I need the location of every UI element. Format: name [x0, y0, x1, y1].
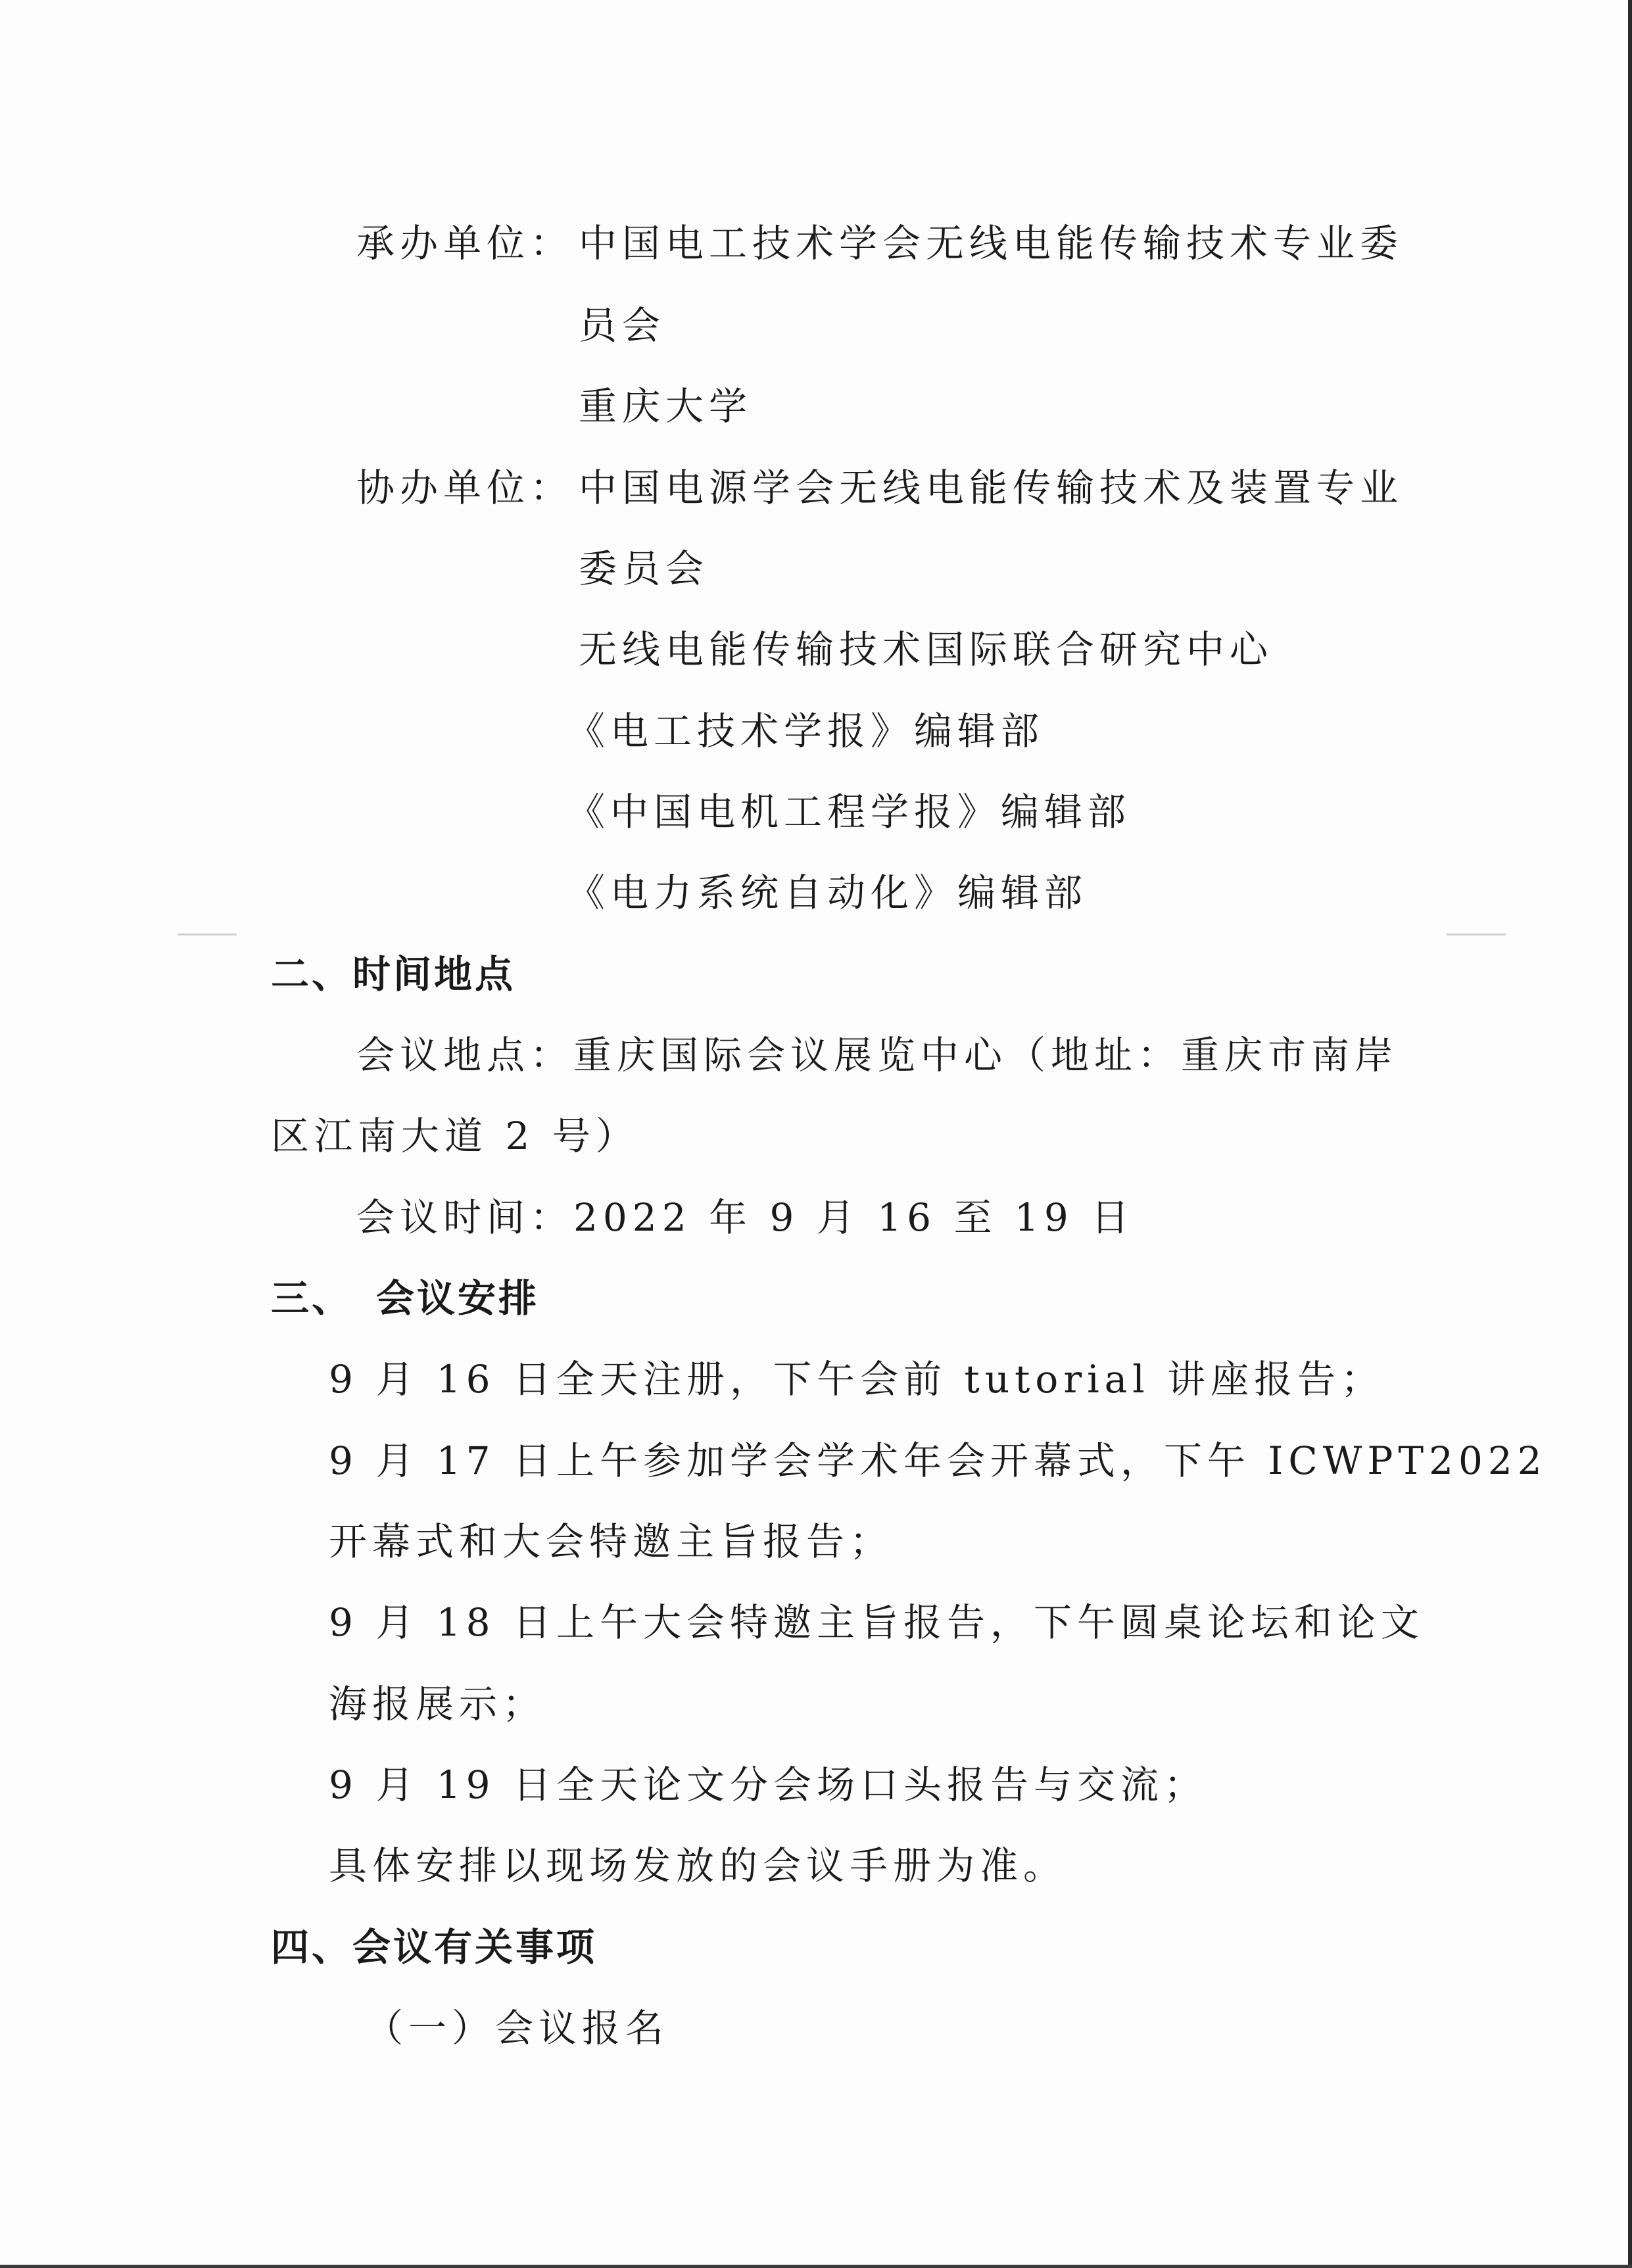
schedule-line-1: 9 月 16 日全天注册，下午会前 tutorial 讲座报告；: [329, 1357, 1385, 1402]
venue-line-2: 区江南大道 2 号）: [271, 1114, 639, 1158]
section-heading-arrangement: [271, 1272, 539, 1325]
subsection-registration: （一）会议报名: [365, 2006, 669, 2050]
scan-edge-right: [1628, 0, 1632, 2268]
host-line-3: 重庆大学: [579, 384, 753, 429]
co-line-5: 《中国电机工程学报》编辑部: [567, 790, 1132, 834]
co-label: 协办单位：: [356, 465, 574, 510]
schedule-line-6: 9 月 19 日全天论文分会场口头报告与交流；: [329, 1762, 1208, 1807]
section-heading-time-place: 二、时间地点: [271, 952, 516, 997]
time-line: 会议时间：2022 年 9 月 16 至 19 日: [356, 1195, 1135, 1240]
schedule-line-2: 9 月 17 日上午参加学会学术年会开幕式，下午 ICWPT2022: [329, 1438, 1547, 1483]
co-line-6: 《电力系统自动化》编辑部: [567, 870, 1088, 915]
co-line-2: 委员会: [579, 546, 709, 591]
schedule-line-3: 开幕式和大会特邀主旨报告；: [329, 1519, 894, 1564]
host-line-1: 中国电工技术学会无线电能传输技术专业委: [579, 221, 1404, 266]
venue-line-1: 会议地点：重庆国际会议展览中心（地址：重庆市南岸: [356, 1033, 1399, 1077]
schedule-line-4: 9 月 18 日上午大会特邀主旨报告，下午圆桌论坛和论文: [329, 1600, 1425, 1645]
scan-mark-left: [178, 933, 237, 935]
co-line-3: 无线电能传输技术国际联合研究中心: [579, 627, 1274, 672]
scan-mark-right: [1447, 933, 1506, 935]
host-line-2: 员会: [579, 303, 666, 348]
schedule-line-7: 具体安排以现场发放的会议手册为准。: [329, 1843, 1067, 1888]
section-heading-matters: 四、会议有关事项: [271, 1925, 598, 1970]
co-line-4: 《电工技术学报》编辑部: [567, 709, 1045, 753]
scan-edge-bottom: [0, 2265, 1632, 2268]
section-heading-arrangement-text: 会议安排: [376, 1276, 540, 1321]
host-label: 承办单位：: [356, 221, 574, 266]
schedule-line-5: 海报展示；: [329, 1682, 546, 1726]
co-line-1: 中国电源学会无线电能传输技术及装置专业: [579, 465, 1404, 510]
section-heading-arrangement-number: 三、: [271, 1276, 353, 1321]
